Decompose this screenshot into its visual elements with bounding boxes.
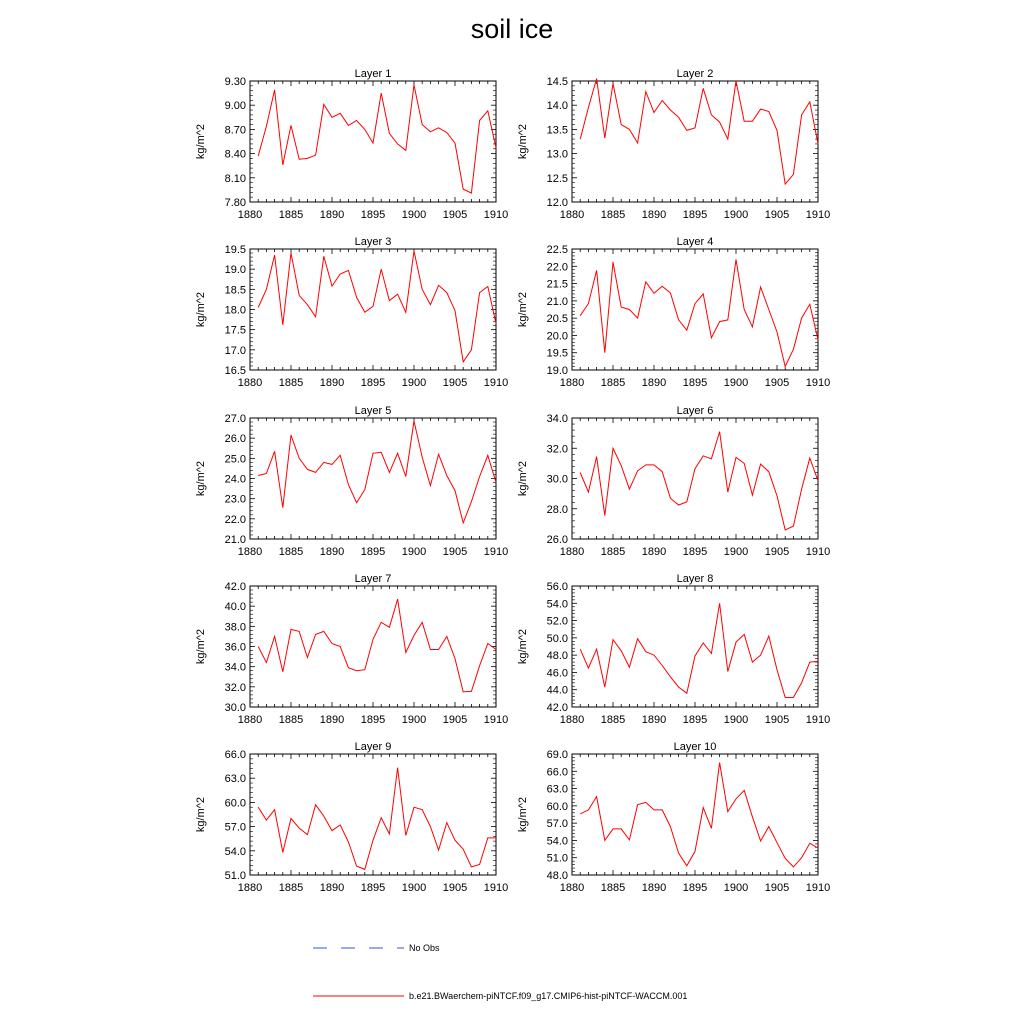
- panel-5-series-line: [258, 421, 496, 523]
- panel-8-ytick-label: 56.0: [546, 581, 568, 593]
- panel-4-ytick-label: 21.0: [546, 295, 568, 308]
- panel-7-series-line: [258, 599, 496, 692]
- panel-3-xtick-label: 1885: [278, 377, 304, 389]
- panel-5-ylabel: kg/m^2: [195, 460, 207, 497]
- panel-9-xtick-label: 1895: [360, 882, 386, 894]
- panel-5-xtick-label: 1895: [360, 546, 386, 558]
- panel-1-ytick-label: 9.30: [224, 76, 246, 88]
- panel-1-xtick-label: 1910: [483, 209, 509, 221]
- panel-6-title: Layer 6: [676, 405, 714, 417]
- panel-3-ytick-label: 18.5: [224, 284, 246, 297]
- panel-6-ytick-label: 32.0: [546, 443, 568, 456]
- panel-6-xtick-label: 1880: [559, 546, 585, 558]
- panel-8-ytick-label: 46.0: [546, 667, 568, 680]
- panel-5-ytick-label: 21.0: [224, 534, 246, 546]
- panel-3-ytick-label: 17.5: [224, 324, 246, 337]
- panel-5-ytick-label: 27.0: [224, 413, 246, 425]
- panel-1-ytick-label: 8.70: [224, 124, 246, 137]
- panel-4-xtick-label: 1905: [764, 377, 790, 389]
- panel-7-frame: [250, 586, 496, 707]
- panel-3-xtick-label: 1910: [483, 377, 509, 389]
- panel-1-ytick-label: 8.10: [224, 172, 246, 185]
- panel-1-series-line: [258, 85, 496, 193]
- panel-7: [195, 573, 508, 726]
- panel-4-xtick-label: 1890: [641, 377, 667, 389]
- panel-2-ytick-label: 12.0: [546, 197, 568, 209]
- panel-8-ytick-label: 42.0: [546, 702, 568, 714]
- panel-3: [195, 236, 508, 389]
- panel-5-xtick-label: 1880: [237, 546, 263, 558]
- panel-10-xtick-label: 1900: [723, 882, 749, 894]
- panel-8-frame: [572, 586, 818, 707]
- panel-7-xtick-label: 1895: [360, 714, 386, 726]
- panel-2-ytick-label: 14.5: [546, 76, 568, 88]
- panel-10-xtick-label: 1895: [682, 882, 708, 894]
- panel-6-xtick-label: 1910: [805, 546, 831, 558]
- panel-9-ytick-label: 57.0: [224, 821, 246, 834]
- panel-7-ytick-label: 32.0: [224, 681, 246, 694]
- panel-4-ytick-label: 22.5: [546, 244, 568, 256]
- panel-5-ytick-label: 24.0: [224, 473, 246, 486]
- panel-10-xtick-label: 1890: [641, 882, 667, 894]
- panel-7-ytick-label: 38.0: [224, 621, 246, 634]
- panel-1-xtick-label: 1880: [237, 209, 263, 221]
- panel-4-xtick-label: 1880: [559, 377, 585, 389]
- panel-7-xtick-label: 1885: [278, 714, 304, 726]
- panel-3-frame: [250, 249, 496, 370]
- panel-1-xtick-label: 1885: [278, 209, 304, 221]
- panel-7-xtick-label: 1905: [442, 714, 468, 726]
- panel-9-xtick-label: 1890: [319, 882, 345, 894]
- panel-8-xtick-label: 1890: [641, 714, 667, 726]
- panel-8-ytick-label: 54.0: [546, 598, 568, 611]
- panel-8: [517, 573, 830, 726]
- panel-5-xtick-label: 1910: [483, 546, 509, 558]
- panel-5-ytick-label: 22.0: [224, 513, 246, 526]
- panel-8-xtick-label: 1885: [600, 714, 626, 726]
- panel-9-ytick-label: 66.0: [224, 749, 246, 761]
- panel-4-xtick-label: 1910: [805, 377, 831, 389]
- panel-4: [517, 236, 830, 389]
- panel-10: [517, 741, 830, 894]
- panel-2-xtick-label: 1895: [682, 209, 708, 221]
- panel-6-ytick-label: 30.0: [546, 473, 568, 486]
- panel-10-ytick-label: 54.0: [546, 835, 568, 848]
- panel-10-ytick-label: 69.0: [546, 749, 568, 761]
- panel-3-xtick-label: 1905: [442, 377, 468, 389]
- panel-6-xtick-label: 1890: [641, 546, 667, 558]
- panel-5-frame: [250, 418, 496, 539]
- panel-8-ylabel: kg/m^2: [517, 628, 529, 665]
- main-title: soil ice: [470, 14, 554, 44]
- panel-6-series-line: [580, 432, 818, 530]
- panel-10-ytick-label: 51.0: [546, 852, 568, 865]
- panel-10-xtick-label: 1880: [559, 882, 585, 894]
- panel-2-xtick-label: 1910: [805, 209, 831, 221]
- panel-5-ytick-label: 25.0: [224, 453, 246, 466]
- panel-3-xtick-label: 1895: [360, 377, 386, 389]
- panel-1-xtick-label: 1890: [319, 209, 345, 221]
- panel-4-xtick-label: 1895: [682, 377, 708, 389]
- panel-2-ytick-label: 12.5: [546, 172, 568, 185]
- panel-10-ytick-label: 63.0: [546, 783, 568, 796]
- panel-9-xtick-label: 1900: [401, 882, 427, 894]
- panel-7-xtick-label: 1910: [483, 714, 509, 726]
- panel-2-ytick-label: 13.0: [546, 148, 568, 161]
- panel-4-ytick-label: 20.0: [546, 330, 568, 343]
- panel-6-xtick-label: 1905: [764, 546, 790, 558]
- panel-8-ytick-label: 50.0: [546, 632, 568, 645]
- panel-10-series-line: [580, 763, 818, 867]
- panel-2-title: Layer 2: [676, 68, 714, 80]
- panel-9-xtick-label: 1880: [237, 882, 263, 894]
- panel-6-xtick-label: 1895: [682, 546, 708, 558]
- panel-3-ytick-label: 18.0: [224, 304, 246, 317]
- panel-2-xtick-label: 1900: [723, 209, 749, 221]
- panel-8-series-line: [580, 603, 818, 697]
- panel-9-series-line: [258, 768, 496, 870]
- panel-1-xtick-label: 1900: [401, 209, 427, 221]
- panel-3-ytick-label: 19.5: [224, 244, 246, 256]
- panel-10-ytick-label: 60.0: [546, 800, 568, 813]
- panel-6-ytick-label: 26.0: [546, 534, 568, 546]
- panel-4-ytick-label: 19.0: [546, 365, 568, 377]
- panel-10-title: Layer 10: [673, 741, 717, 753]
- panel-6-xtick-label: 1900: [723, 546, 749, 558]
- panel-1-xtick-label: 1895: [360, 209, 386, 221]
- panel-8-ytick-label: 44.0: [546, 684, 568, 697]
- panel-3-title: Layer 3: [354, 236, 392, 248]
- panel-2-ytick-label: 13.5: [546, 124, 568, 137]
- panel-5-xtick-label: 1900: [401, 546, 427, 558]
- panel-8-xtick-label: 1910: [805, 714, 831, 726]
- panel-5-ytick-label: 26.0: [224, 433, 246, 446]
- panel-10-ylabel: kg/m^2: [517, 796, 529, 833]
- panel-6-ytick-label: 34.0: [546, 413, 568, 425]
- panel-4-series-line: [580, 259, 818, 366]
- panel-2-xtick-label: 1890: [641, 209, 667, 221]
- panel-7-ytick-label: 30.0: [224, 702, 246, 714]
- panel-8-xtick-label: 1905: [764, 714, 790, 726]
- panel-6-xtick-label: 1885: [600, 546, 626, 558]
- panel-7-ylabel: kg/m^2: [195, 628, 207, 665]
- panel-9-ytick-label: 51.0: [224, 870, 246, 882]
- panel-4-ytick-label: 19.5: [546, 347, 568, 360]
- legend-obs-label: No Obs: [409, 943, 440, 953]
- panel-2-xtick-label: 1880: [559, 209, 585, 221]
- panel-9-xtick-label: 1910: [483, 882, 509, 894]
- panel-1-title: Layer 1: [354, 68, 392, 80]
- panel-7-xtick-label: 1880: [237, 714, 263, 726]
- panel-10-xtick-label: 1885: [600, 882, 626, 894]
- panel-2-series-line: [580, 79, 818, 185]
- panel-5-xtick-label: 1890: [319, 546, 345, 558]
- panel-5: [195, 405, 508, 558]
- panel-1-ytick-label: 8.40: [224, 148, 246, 161]
- panel-9-xtick-label: 1885: [278, 882, 304, 894]
- panel-8-xtick-label: 1895: [682, 714, 708, 726]
- panel-9-ytick-label: 54.0: [224, 845, 246, 858]
- panel-2-xtick-label: 1905: [764, 209, 790, 221]
- panel-9: [195, 741, 508, 894]
- panel-4-ytick-label: 22.0: [546, 261, 568, 274]
- panel-2-ylabel: kg/m^2: [517, 123, 529, 160]
- panel-4-ylabel: kg/m^2: [517, 291, 529, 328]
- legend-model-label: b.e21.BWaerchem-piNTCF.f09_g17.CMIP6-hist-piNTCF-WACCM.001: [409, 991, 688, 1001]
- panel-7-ytick-label: 36.0: [224, 641, 246, 654]
- panel-10-xtick-label: 1910: [805, 882, 831, 894]
- panel-2-frame: [572, 81, 818, 202]
- panel-3-ytick-label: 17.0: [224, 344, 246, 357]
- panel-5-ytick-label: 23.0: [224, 493, 246, 506]
- panel-6-ytick-label: 28.0: [546, 503, 568, 516]
- panel-9-frame: [250, 754, 496, 875]
- panel-8-xtick-label: 1880: [559, 714, 585, 726]
- panel-6: [517, 405, 830, 558]
- panel-5-title: Layer 5: [354, 405, 392, 417]
- panel-6-ylabel: kg/m^2: [517, 460, 529, 497]
- panel-9-ytick-label: 63.0: [224, 773, 246, 786]
- panel-1-xtick-label: 1905: [442, 209, 468, 221]
- panel-7-xtick-label: 1890: [319, 714, 345, 726]
- panel-3-xtick-label: 1900: [401, 377, 427, 389]
- panel-3-xtick-label: 1890: [319, 377, 345, 389]
- panel-7-xtick-label: 1900: [401, 714, 427, 726]
- panel-3-ylabel: kg/m^2: [195, 291, 207, 328]
- panel-3-ytick-label: 16.5: [224, 365, 246, 377]
- panel-2: [517, 68, 830, 221]
- panel-10-ytick-label: 57.0: [546, 818, 568, 831]
- panel-10-ytick-label: 66.0: [546, 766, 568, 779]
- panel-4-xtick-label: 1900: [723, 377, 749, 389]
- panel-4-ytick-label: 21.5: [546, 278, 568, 291]
- panel-5-xtick-label: 1885: [278, 546, 304, 558]
- panel-1-ytick-label: 9.00: [224, 100, 246, 113]
- panel-9-xtick-label: 1905: [442, 882, 468, 894]
- panel-9-ylabel: kg/m^2: [195, 796, 207, 833]
- panel-3-xtick-label: 1880: [237, 377, 263, 389]
- panel-10-xtick-label: 1905: [764, 882, 790, 894]
- panel-1-ylabel: kg/m^2: [195, 123, 207, 160]
- panel-7-ytick-label: 34.0: [224, 661, 246, 674]
- panel-9-ytick-label: 60.0: [224, 797, 246, 810]
- panel-8-xtick-label: 1900: [723, 714, 749, 726]
- panel-8-title: Layer 8: [676, 573, 714, 585]
- panel-1-ytick-label: 7.80: [224, 197, 246, 209]
- legend: [313, 943, 687, 1001]
- panel-2-xtick-label: 1885: [600, 209, 626, 221]
- panel-8-ytick-label: 48.0: [546, 650, 568, 663]
- panel-7-ytick-label: 40.0: [224, 601, 246, 614]
- panel-7-title: Layer 7: [354, 573, 392, 585]
- panel-10-frame: [572, 754, 818, 875]
- panel-10-ytick-label: 48.0: [546, 870, 568, 882]
- panel-5-xtick-label: 1905: [442, 546, 468, 558]
- panel-9-title: Layer 9: [354, 741, 392, 753]
- panel-4-xtick-label: 1885: [600, 377, 626, 389]
- panel-2-ytick-label: 14.0: [546, 100, 568, 113]
- panel-7-ytick-label: 42.0: [224, 581, 246, 593]
- panel-1: [195, 68, 508, 221]
- panel-8-ytick-label: 52.0: [546, 615, 568, 628]
- panel-4-title: Layer 4: [676, 236, 714, 248]
- panel-4-ytick-label: 20.5: [546, 313, 568, 326]
- panel-3-ytick-label: 19.0: [224, 264, 246, 277]
- panel-3-series-line: [258, 251, 496, 362]
